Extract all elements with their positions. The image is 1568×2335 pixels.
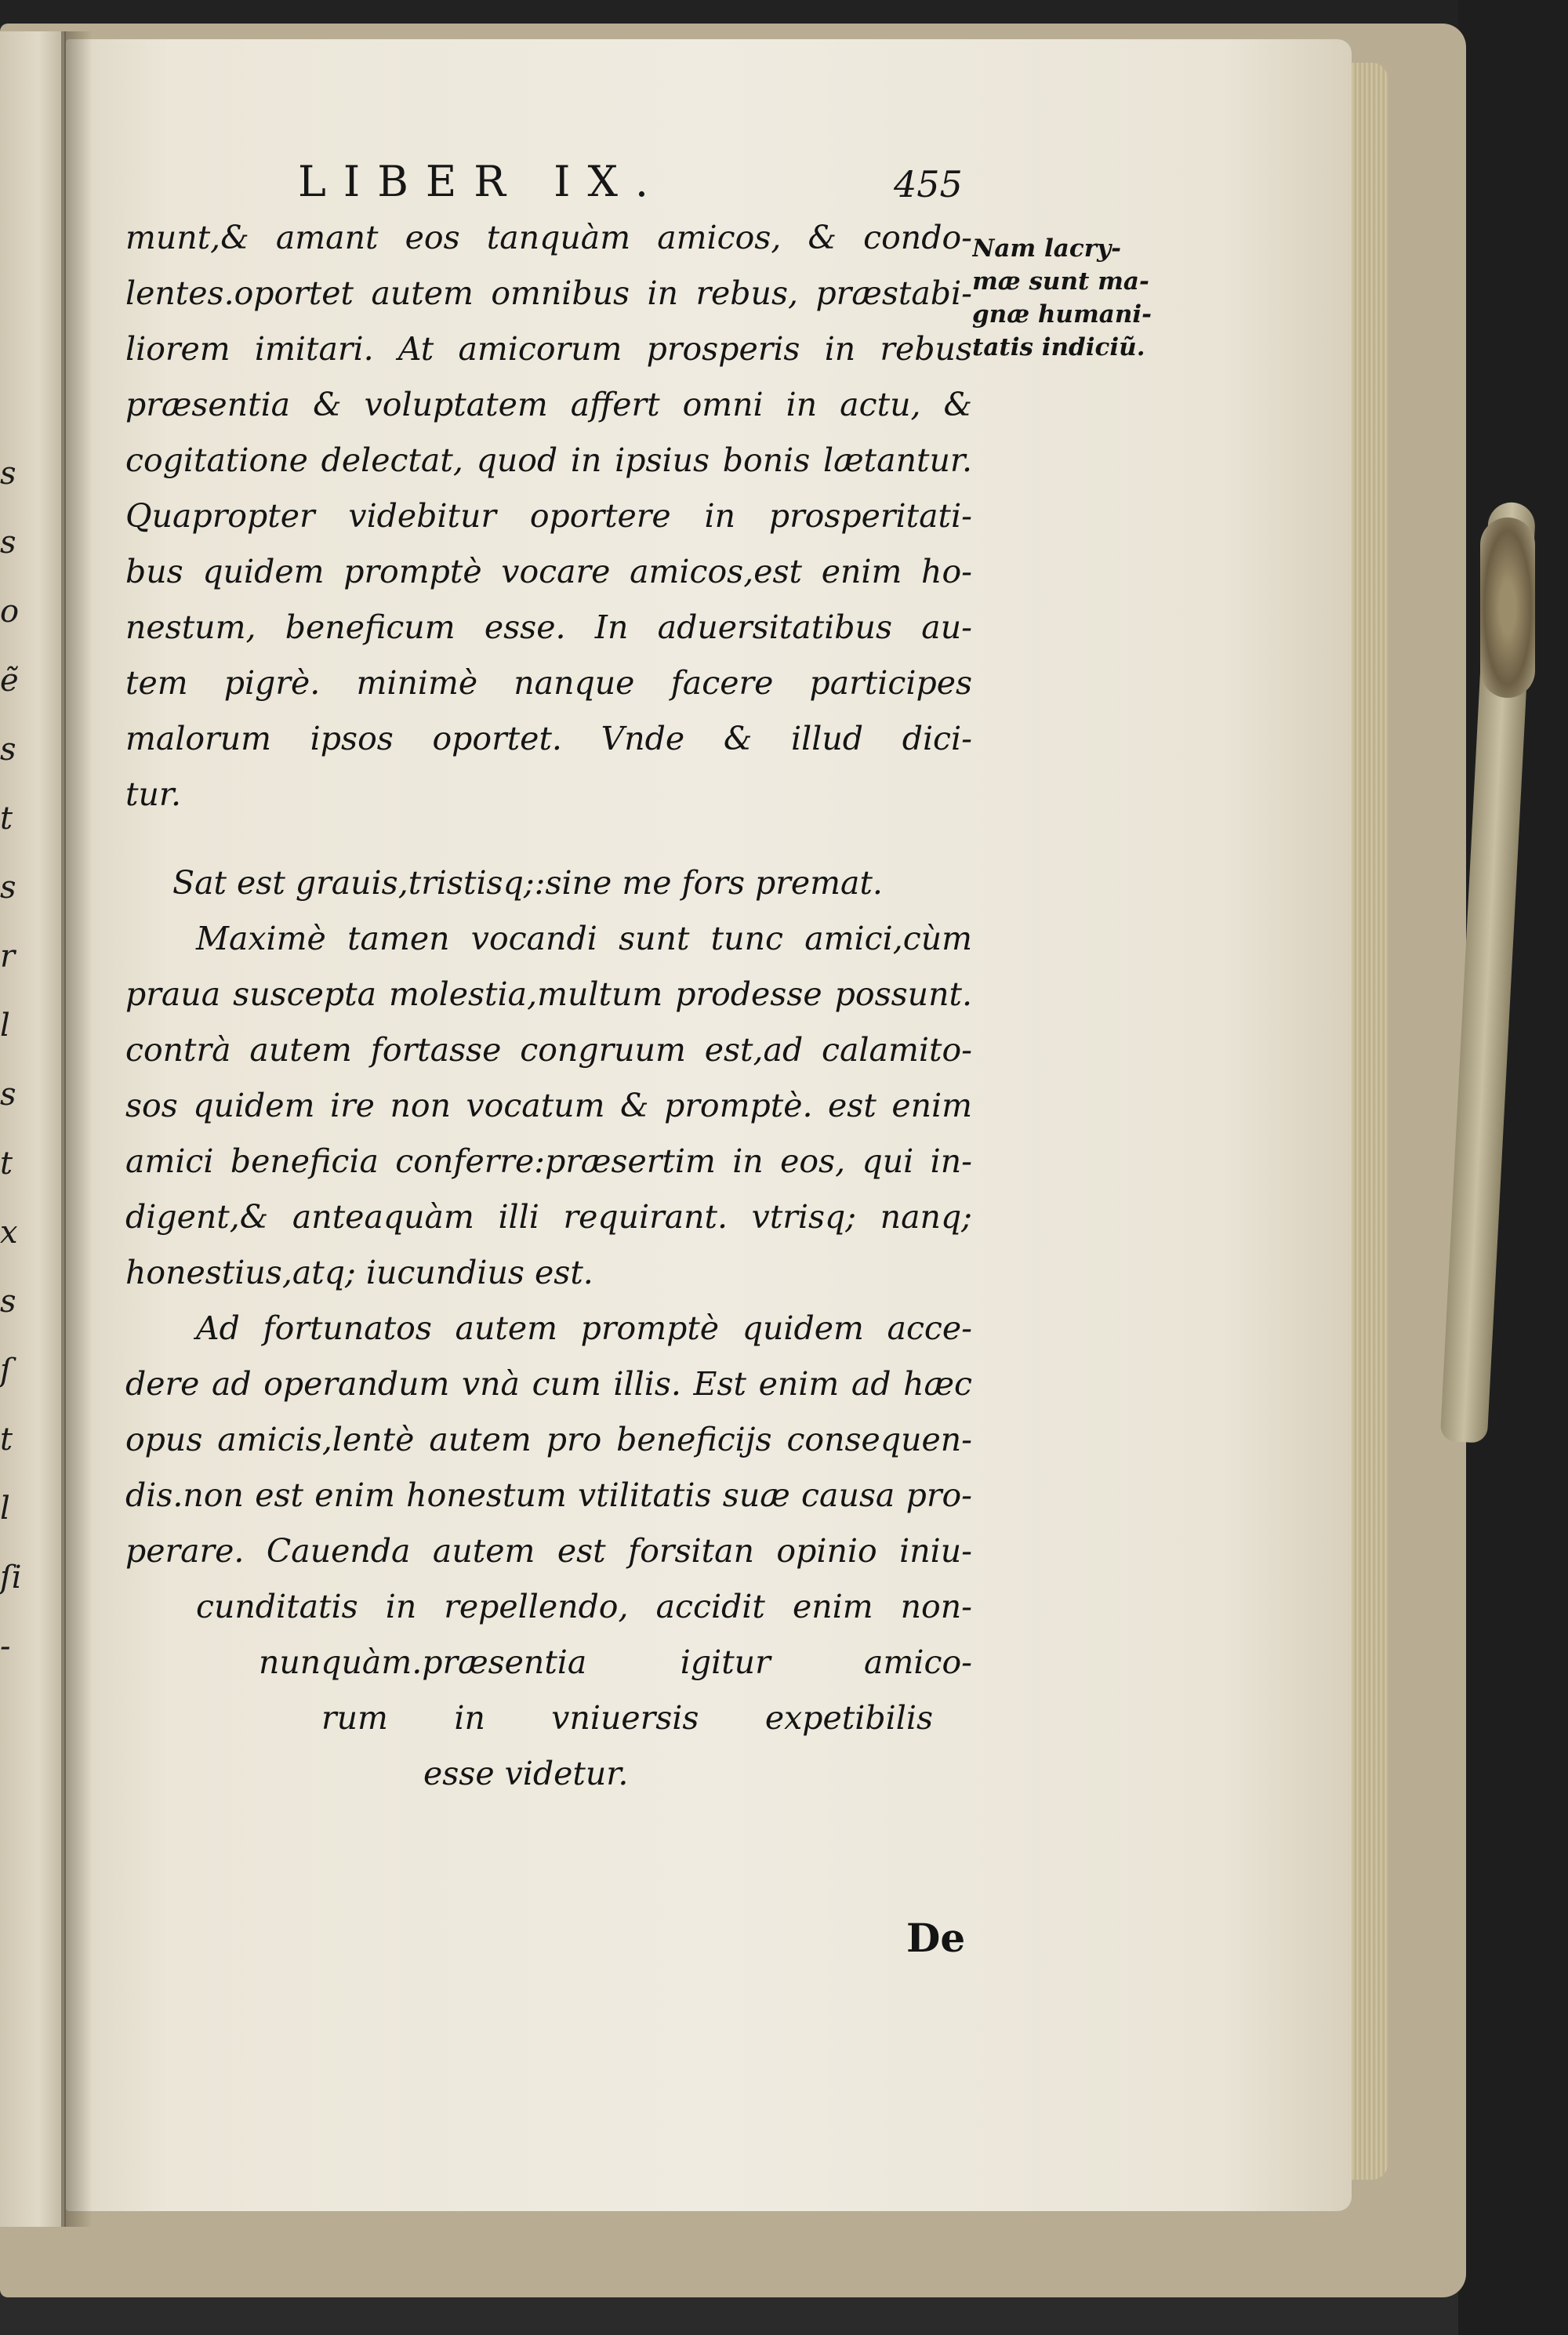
- facing-page-fragment: x: [0, 1215, 18, 1251]
- text-line: honestius,atq; iucundius est.: [125, 1254, 593, 1291]
- text-line: praua suscepta molestia,multum prodesse possunt.: [125, 975, 972, 1013]
- text-line: bus quidem promptè vocare amicos,est enim ho-: [125, 553, 972, 590]
- facing-page-fragments: [0, 439, 22, 1681]
- text-line: amici beneficia conferre:præsertim in eos, qui in-: [125, 1142, 972, 1180]
- running-head: LIBER IX.: [298, 157, 666, 206]
- text-line: contrà autem fortasse congruum est,ad calamito-: [125, 1031, 972, 1069]
- text-line: Quapropter videbitur oportere in prosperitati-: [125, 497, 972, 535]
- facing-page-fragment: s: [0, 1284, 16, 1320]
- text-line: nestum, beneficum esse. In aduersitatibus au-: [125, 608, 972, 646]
- text-line: cunditatis in repellendo, accidit enim non-: [196, 1588, 972, 1625]
- facing-page-fragment: l: [0, 1491, 10, 1527]
- facing-page-left: [0, 31, 66, 2227]
- facing-page-fragment: s: [0, 1077, 16, 1113]
- facing-page-fragment: ſ: [0, 1353, 12, 1389]
- catchword: De: [906, 1915, 966, 1961]
- text-line: sos quidem ire non vocatum & promptè. est enim: [125, 1087, 972, 1124]
- facing-page-fragment: o: [0, 594, 20, 630]
- verse-line: Sat est grauis,tristisq;:sine me fors premat.: [172, 864, 883, 902]
- marginal-note-line: mæ sunt ma-: [972, 267, 1149, 296]
- text-line: perare. Cauenda autem est forsitan opinio iniu-: [125, 1532, 972, 1570]
- text-line: opus amicis,lentè autem pro beneficijs consequen-: [125, 1421, 972, 1458]
- text-line: dere ad operandum vnà cum illis. Est enim ad hæc: [125, 1365, 972, 1403]
- facing-page-fragment: l: [0, 1008, 10, 1044]
- text-line: tem pigrè. minimè nanque facere participes: [125, 664, 972, 702]
- text-line: malorum ipsos oportet. Vnde & illud dici-: [125, 720, 972, 757]
- marginal-note-line: Nam lacry-: [972, 234, 1121, 263]
- paragraph-3: [125, 1301, 972, 1802]
- facing-page-fragment: t: [0, 1146, 13, 1182]
- text-line: Maximè tamen vocandi sunt tunc amici,cùm: [196, 920, 972, 957]
- facing-page-fragment: s: [0, 870, 16, 906]
- text-line: dis.non est enim honestum vtilitatis suæ causa pro-: [125, 1476, 972, 1514]
- text-line: rum in vniuersis expetibilis: [321, 1699, 933, 1737]
- text-line: tur.: [125, 775, 182, 813]
- text-line: Ad fortunatos autem promptè quidem acce-: [196, 1309, 972, 1347]
- facing-page-fragment: t: [0, 1422, 13, 1458]
- facing-page-fragment: ſi: [0, 1560, 22, 1596]
- paragraph-2: [125, 911, 972, 1301]
- gutter-shadow: [61, 31, 93, 2227]
- text-line: nunquàm.præsentia igitur amico-: [259, 1643, 972, 1681]
- text-line: munt,& amant eos tanquàm amicos, & condo-: [125, 219, 972, 256]
- marginal-note-line: gnæ humani-: [972, 300, 1152, 329]
- facing-page-fragment: s: [0, 456, 16, 492]
- facing-page-fragment: -: [0, 1629, 11, 1665]
- facing-page-fragment: ẽ: [0, 663, 19, 699]
- marginal-note: [972, 232, 1184, 364]
- facing-page-fragment: s: [0, 525, 16, 561]
- facing-page-fragment: t: [0, 801, 13, 837]
- main-text-block: [125, 210, 972, 1802]
- page-number: 455: [894, 163, 963, 205]
- marginal-note-line: tatis indiciũ.: [972, 333, 1145, 361]
- verse-quote: [125, 855, 972, 911]
- ribbon-tip: [1480, 517, 1535, 698]
- text-line: liorem imitari. At amicorum prosperis in rebus: [125, 330, 972, 368]
- facing-page-fragment: s: [0, 732, 16, 768]
- text-line: lentes.oportet autem omnibus in rebus, præstabi-: [125, 274, 972, 312]
- text-line: præsentia & voluptatem affert omni in actu, &: [125, 386, 972, 423]
- text-line: cogitatione delectat, quod in ipsius bonis lætantur.: [125, 441, 972, 479]
- text-line: esse videtur.: [423, 1755, 629, 1792]
- text-line: digent,& anteaquàm illi requirant. vtrisq; nanq;: [125, 1198, 972, 1236]
- paragraph-1: [125, 210, 972, 823]
- facing-page-fragment: r: [0, 939, 16, 975]
